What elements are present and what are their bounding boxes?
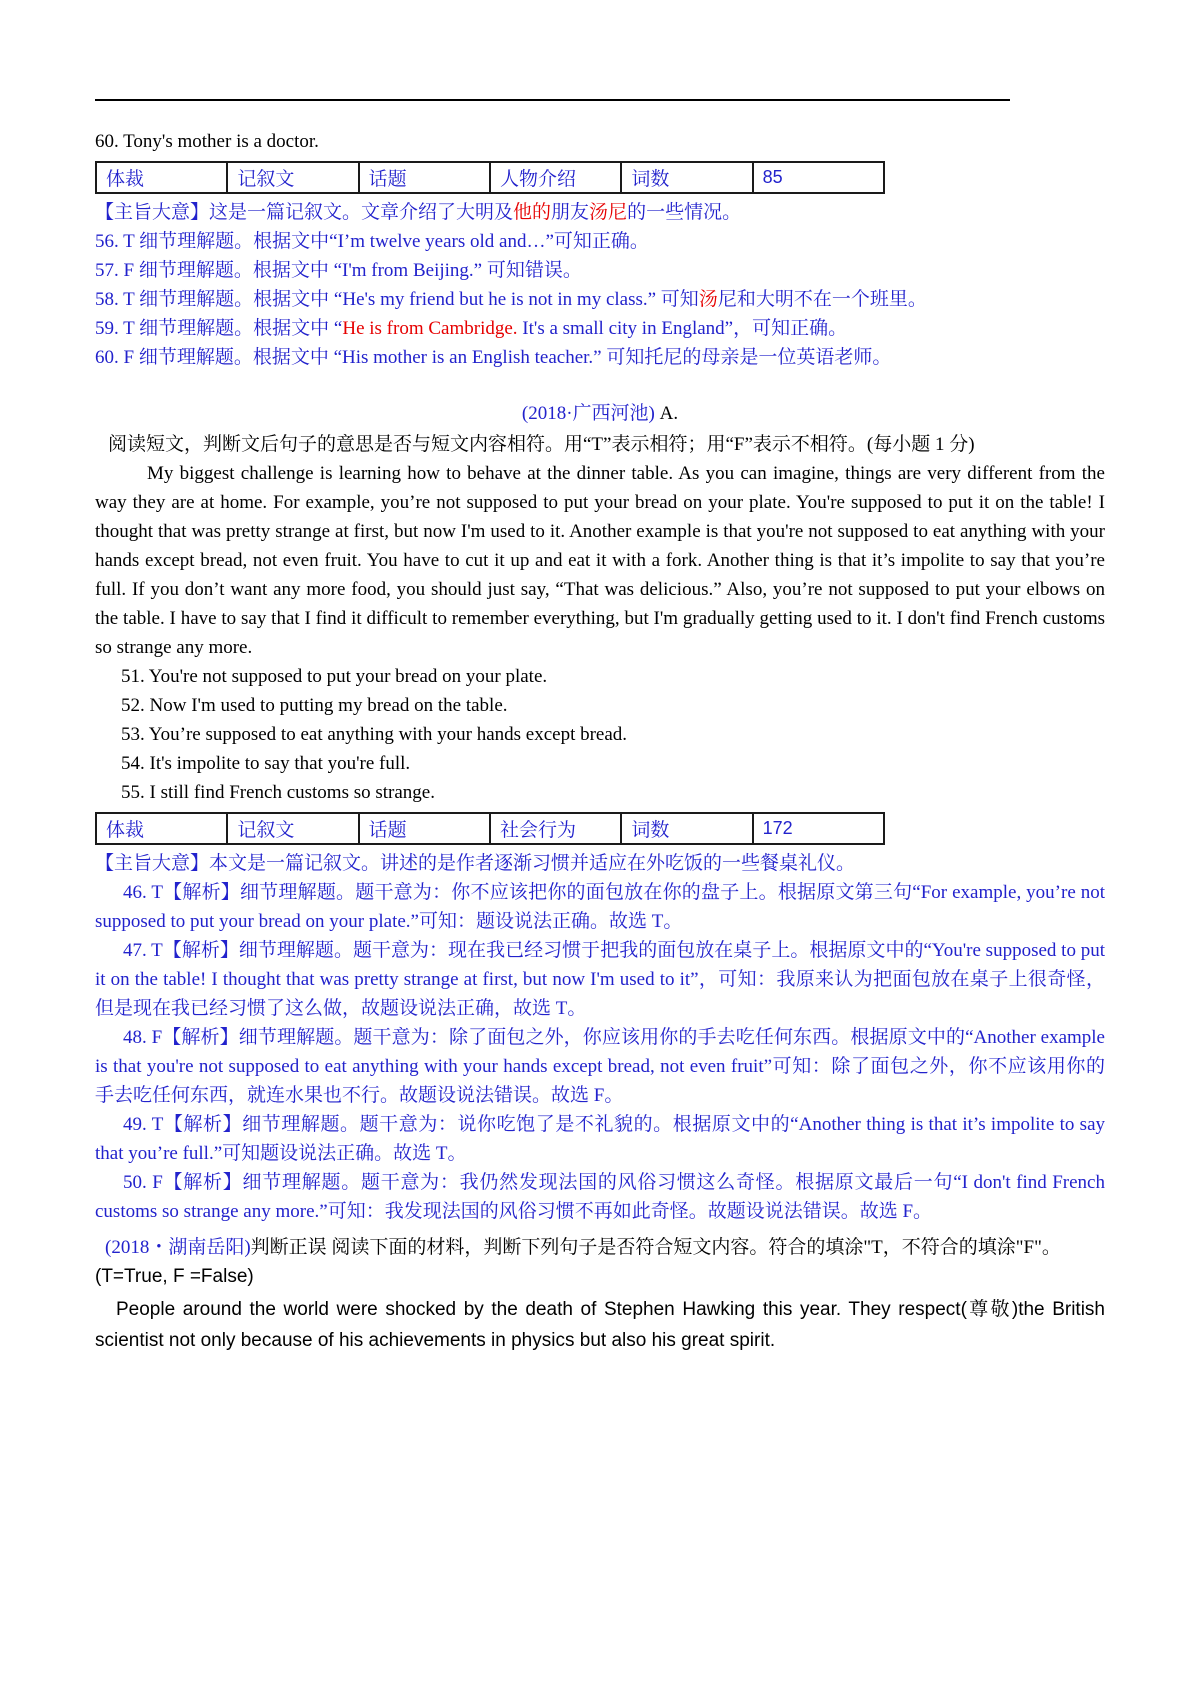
statement-51: 51. You're not supposed to put your bread on your plate. [121, 666, 548, 687]
table-row [96, 162, 884, 193]
table1-wordcount-value: 85 [753, 162, 884, 193]
explanation-47: 47. T【解析】细节理解题。题干意为：现在我已经习惯于把我的面包放在桌子上。根据原文中的“You're supposed to put it on the table! I thought that was pretty strange at first, but now I'm used to it”，可知：我原来认为把面包放在桌子上很奇怪，但是现在我已经习惯了这么做，故题设说法正确，故选 T。 [95, 940, 1105, 1019]
table1-topic-label: 话题 [359, 162, 490, 193]
summary-1-text-3: 的一些情况。 [627, 202, 742, 223]
answer-58-red: 汤 [698, 289, 718, 310]
answer-56: 56. T 细节理解题。根据文中“I’m twelve years old and…”可知正确。 [95, 231, 649, 252]
statement-54: 54. It's impolite to say that you're full. [121, 753, 411, 774]
answer-59 [95, 314, 1105, 343]
section-part-label: A. [654, 403, 679, 424]
section-heading-hechi [95, 399, 1105, 428]
passage-info-table-1 [95, 161, 885, 194]
table1-wordcount-label: 词数 [621, 162, 752, 193]
tf-legend: (T=True, F =False) [95, 1237, 1071, 1287]
summary-2: 【主旨大意】本文是一篇记叙文。讲述的是作者逐渐习惯并适应在外吃饭的一些餐桌礼仪。 [95, 853, 856, 874]
section-heading-yueyang [95, 1233, 1105, 1291]
summary-1-text-1: 【主旨大意】这是一篇记叙文。文章介绍了大明及 [95, 202, 514, 223]
answer-58-text-1: 58. T 细节理解题。根据文中 “He's my friend but he is not in my class.” 可知 [95, 289, 699, 310]
answer-58 [95, 285, 1105, 314]
explanation-46: 46. T【解析】细节理解题。题干意为：你不应该把你的面包放在你的盘子上。根据原文第三句“For example, you’re not supposed to put your bread on your plate.”可知：题设说法正确。故选 T。 [95, 882, 1105, 932]
table1-topic-value: 人物介绍 [490, 162, 621, 193]
reading-passage: My biggest challenge is learning how to behave at the dinner table. As you can imagine, things are very different from the way they are at home. For example, you’re not supposed to put your bread on your plate. You're supposed to put it on the table! I thought that was pretty strange at first, but now I'm used to it. Another example is that you're not supposed to eat anything with your hands except bread, not even fruit. You have to cut it up and eat it with a fork. Another thing is that it’s impolite to say that you’re full. If you don’t want any more food, you should just say, “That was delicious.” Also, you’re not supposed to put your elbows on the table. I have to say that I find it difficult to remember everything, but I'm gradually getting used to it. I don't find French customs so strange any more. [95, 463, 1105, 658]
statement-53: 53. You’re supposed to eat anything with your hands except bread. [121, 724, 628, 745]
table1-genre-label: 体裁 [96, 162, 227, 193]
section-source-yueyang: (2018・湖南岳阳) [105, 1237, 251, 1258]
hawking-passage: People around the world were shocked by the death of Stephen Hawking this year. They respect(尊敬)the British scientist not only because of his achievements in physics but also his great spirit. [95, 1299, 1105, 1351]
statement-52: 52. Now I'm used to putting my bread on the table. [121, 695, 508, 716]
table2-genre-value: 记叙文 [227, 813, 358, 844]
question-60: 60. Tony's mother is a doctor. [95, 131, 319, 152]
table2-wordcount-label: 词数 [621, 813, 752, 844]
table2-wordcount-value: 172 [753, 813, 884, 844]
explanation-48: 48. F【解析】细节理解题。题干意为：除了面包之外，你应该用你的手去吃任何东西。根据原文中的“Another example is that you're not supposed to eat anything with your hands except bread, not even fruit”可知：除了面包之外，你不应该用你的手去吃任何东西，就连水果也不行。故题设说法错误。故选 F。 [95, 1027, 1105, 1106]
answer-57: 57. F 细节理解题。根据文中 “I'm from Beijing.” 可知错误。 [95, 260, 582, 281]
statement-55: 55. I still find French customs so strange. [121, 782, 435, 803]
explanation-49: 49. T【解析】细节理解题。题干意为：说你吃饱了是不礼貌的。根据原文中的“Another thing is that it’s impolite to say that you’re full.”可知题设说法正确。故选 T。 [95, 1114, 1105, 1164]
summary-1-text-2: 朋友 [551, 202, 590, 223]
instruction-text: 阅读短文，判断文后句子的意思是否与短文内容相符。用“T”表示相符；用“F”表示不相符。(每小题 1 分) [108, 434, 975, 455]
answer-59-red: He is from Cambridge. [342, 318, 518, 339]
section-instruction-yueyang: 判断正误 阅读下面的材料，判断下列句子是否符合短文内容。符合的填涂"T，不符合的填涂"F"。 [250, 1237, 1052, 1258]
answer-60: 60. F 细节理解题。根据文中 “His mother is an English teacher.” 可知托尼的母亲是一位英语老师。 [95, 347, 892, 368]
explanation-50: 50. F【解析】细节理解题。题干意为：我仍然发现法国的风俗习惯这么奇怪。根据原文最后一句“I don't find French customs so strange any more.”可知：我发现法国的风俗习惯不再如此奇怪。故题设说法错误。故选 F。 [95, 1172, 1105, 1222]
table1-genre-value: 记叙文 [227, 162, 358, 193]
summary-1-red-2: 汤尼 [589, 202, 628, 223]
summary-1-red-1: 他的 [513, 202, 552, 223]
table2-topic-value: 社会行为 [490, 813, 621, 844]
passage-info-table-2 [95, 812, 885, 845]
table2-topic-label: 话题 [359, 813, 490, 844]
answer-59-text-2: It's a small city in England”，可知正确。 [517, 318, 848, 339]
answer-59-text-1: 59. T 细节理解题。根据文中 “ [95, 318, 343, 339]
summary-1 [95, 198, 1105, 227]
table-row [96, 813, 884, 844]
answer-58-text-2: 尼和大明不在一个班里。 [717, 289, 927, 310]
section-source-hechi: (2018·广西河池) [521, 403, 655, 424]
table2-genre-label: 体裁 [96, 813, 227, 844]
page-header-rule [95, 99, 1010, 101]
